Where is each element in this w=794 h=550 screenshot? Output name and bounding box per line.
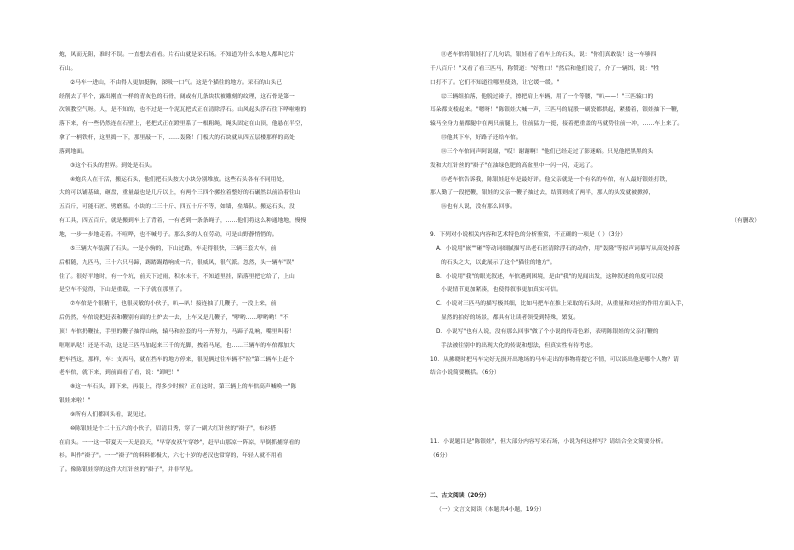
text-line: 次领教空气呀。人，是不知的，也不过是一个泥瓦把式正在清除浮石。山风起头浮石往下哗啦啦的: [59, 107, 307, 114]
option-b: B．小说用"我"的眼光叙述，车倌遇到困境，是由"我"的见闻出发，这种叙述的角度可以使: [436, 273, 664, 280]
text-line: 大的可以铺基础，砸盘，重量最也是几斤以上，有两个三四个骡拉着整好的石碾然以前沿着往山: [59, 190, 301, 197]
text-line: 五百斤，可能石匠、劈磨墓。小块的二三十斤、四五十斤不等，如墙，垒墙队。搬运石头，没: [59, 204, 295, 211]
text-line: 在肩头。一一这一带夏天一天是浪天，"早穿皮袄午穿纱"，赶早山那凉一阵凉，早倒抓捕穿看的: [59, 439, 301, 446]
paragraph-line: ⑩陈银娃是个二十五六的小伙子，眉清目秀，穿了一副大红针丝的"褂子"，布衫搭: [70, 425, 276, 432]
option-a: A．小说用"嵌""砸"等动词细腻描写出老石匠清除浮石的动作，用"轰隆"等拟声词摹写从高处掉落: [436, 245, 681, 252]
right-column: [430, 49, 760, 518]
question-11: 11．小说题目是"陈银娃"，但大部分内容写采石场，小说为何这样写？请结合全文简要分析。: [430, 439, 667, 446]
text-line: 耳朵都支棱起来。"嗯呀！"陈银娃大喊一声，三匹马的屁股一刷瓷都拱起，紧搂着，银娃抽下一鞭，: [430, 107, 683, 114]
text-line: 住了。很好平地时，有一个坑，前天下过雨，积水未干，不知道里挂，陷落里把它给了，上山: [59, 273, 295, 280]
text-line: 那人勤了一段把鞭，银娃的父亲一鞭子抽过去，结算则成了两半，那人的头发就被掀掉，: [430, 190, 655, 197]
text-line: 千八百斤！"又看了看三匹马，称赞道："好牲口！"然后和他们说了，介了一辆饵，说："牲: [430, 65, 660, 72]
text-line: 银娃来啦！": [59, 398, 91, 405]
question-11-cont: （6分）: [430, 453, 451, 460]
paragraph-line: ⑤三辆大车装满了石头。一是小驹的，下山过路，车走得很快，三辆三套大车，前: [70, 245, 277, 252]
text-line: 经削去了半个，露出刚直一样的青灰色的石骨，阔或有几条块状被雕刻的纹理，这石骨是第一: [59, 93, 295, 100]
paragraph-line: ⑯也有人说，没有那么回事。: [441, 204, 516, 211]
paragraph-line: ⑧这一车石头，卸下来，再装上，得多少时候？正在这时，第三辆上的车倌高声喊唤一"陈: [70, 384, 297, 391]
text-line: 石山。: [59, 65, 77, 72]
text-line: 顶！车倌扔鞭扯，手里的鞭子抽得山响，辕马和拉套的马一齐努力，马蹄子乱响，嘴里叫着！: [59, 328, 295, 335]
text-line: 口打不了。它们不知道往哪里使劲，让它缓一缓。": [430, 79, 560, 86]
text-line: 有工具，四五百斤，就是搬到车上了背着，一有老到一条条绳子，……他们将这么种通地地，慢慢: [59, 218, 307, 225]
subsection-heading: （一）文言文阅读（本题共4小题，19分）: [436, 506, 545, 513]
paragraph-line: ⑭三个车倌同声阿说谢，"哎！谢谢啊！"他们已经走过了影迷峪。只见他把黑黑的头: [441, 148, 654, 155]
option-c: C．小说对三匹马的描写极其细，比如马把车在推上采取的石头时，从重量和对应的作用方面入手，: [436, 301, 688, 308]
paragraph-line: ②马车一进山，不由得人更加挺胸，深吸一口气。这是个猫往的地方。采石的山头已: [70, 79, 283, 86]
text-line: 落到地面。: [59, 148, 88, 155]
text-line: 后仍然，车倌说把赶表和鞭别有面的土炉去一去，上车又是几鞭子，"咿哟……咿哟哟！"不: [59, 315, 289, 322]
section-heading: 二、古文阅读（20分）: [430, 492, 490, 499]
left-column: [59, 49, 392, 478]
option-d-cont: 手法被往别中的出现大化的传说和想法，但真实性有待考虑。: [441, 342, 597, 349]
option-a-cont: 的石头之大，以此展示了这个"猫往的地方"。: [441, 259, 556, 266]
paragraph-line: ④炮兵人在干活，搬运石头，他们把石头按大小块分别堆放。这些石头各有不同用处，: [70, 176, 288, 183]
text-line: 辕马全身力量都腿中在两只前腿上，往前猛力一挺，接着把重盖的马就势往前一冲，……车上来了。: [430, 121, 683, 128]
text-line: 后相随，九匹马，三十六只马蹄，踢踏踢踏响成一片，很威风，很气派。忽然，头一辆车"误": [59, 259, 295, 266]
option-d: D．小说写"也有人说，没有那么回事"做了个小说的传奇色彩，表明陈银娃的父亲打鞭的: [436, 328, 659, 335]
question-10: 10．从拂晓时把马车完好无损开出地场的马车走出的事物将提它不情，可以谈出他是哪个人物？请: [430, 356, 679, 363]
text-line: 哐哐叭哒！还是不动，这是三匹马加起来三千的光脚，拽着马尾，也……三辆车的车倌都加大: [59, 342, 295, 349]
text-line: 衫。叫作"褂子"。一一"褂子"的料料都极大，六七十岁的老汉也常穿的，年轻人就不用看: [59, 453, 283, 460]
option-b-cont: 小说情节更加紧凑，也使得叙事更加真实可信。: [441, 287, 562, 294]
text-line: 是空车不觉得，下山是重载，一下子就在那里了。: [59, 287, 186, 294]
text-line: 地，一步一步地走着。不喧哗，也不喊号子。那么多的人在劳动，可是山野静悄悄的。: [59, 231, 278, 238]
paragraph-line: ⑨所有人们都回头看，说见过。: [70, 411, 150, 418]
question-10-cont: 结合小说简要概括。（6分）: [430, 370, 500, 377]
paragraph-line: ⑬他其下车，好路子还给车倌。: [441, 135, 522, 142]
text-line: 拿了一柄铁杆，这里捣一下，那里敲一下，……轰隆！门板大的石块就从四五层楼那样的高处: [59, 135, 295, 142]
text-line: 发和大红针丝的"褂子"在油绿色肥的高盆里中一闪一闪，走远了。: [430, 162, 597, 169]
text-line: 落下来，有一些仍然连在石壁上，老把式正在蹬里系了一根粗绳，绳头固定在山顶，他悬在半空，: [59, 121, 307, 128]
answer-space: [430, 381, 760, 436]
text-line: 炮，风而无阻，准时不误。一直想去看看。片石山就是采石场。不知道为什么本地人都叫它片: [59, 52, 295, 58]
paragraph-line: ⑦车倌是个很精干，也很灵敏的小伙子，叭—叭！接连抽了几鞭子，一没上来，前: [70, 301, 277, 308]
text-line: 了。像陈银娃穿的这件大红针丝的"褂子"，并非罕见。: [59, 467, 197, 474]
option-c-cont: 显然的拍好的场景，都具有让读者领受到特殊，繁复。: [441, 315, 579, 322]
source-note: （有删改）: [731, 218, 760, 225]
text-line: 把车挡这，那样，车：支西马，就在挡车的地方停来，很见俩过往车辆不"拉"第二辆车上赶个: [59, 356, 295, 363]
question-9: 9．下列对小说相关内容和艺术特色的分析鉴赏，不正确的一项是（ ）（3分）: [430, 231, 627, 238]
answer-space: [430, 464, 760, 490]
paragraph-line: ③这个石头的世界。到处是石头。: [70, 162, 156, 169]
text-line: 老车倌，就下来，到前面看了看，说："卸吧！": [59, 370, 180, 377]
paragraph-line: ⑫三辆组拍落，他脱过褂子，擦把肩上车辆，用了一个等腰，"叭——！"三匹辕口的: [441, 93, 654, 100]
paragraph-line: ⑮老车倌告诉我，陈银娃赶车是最好评。他父亲就是一个有名的车倌，有人最好银娃打铁，: [441, 176, 671, 183]
paragraph-line: ⑪老车倌将银娃打了几句话，银娃看了看车上的石头，说："你们真敢装！这一车够四: [441, 52, 657, 58]
